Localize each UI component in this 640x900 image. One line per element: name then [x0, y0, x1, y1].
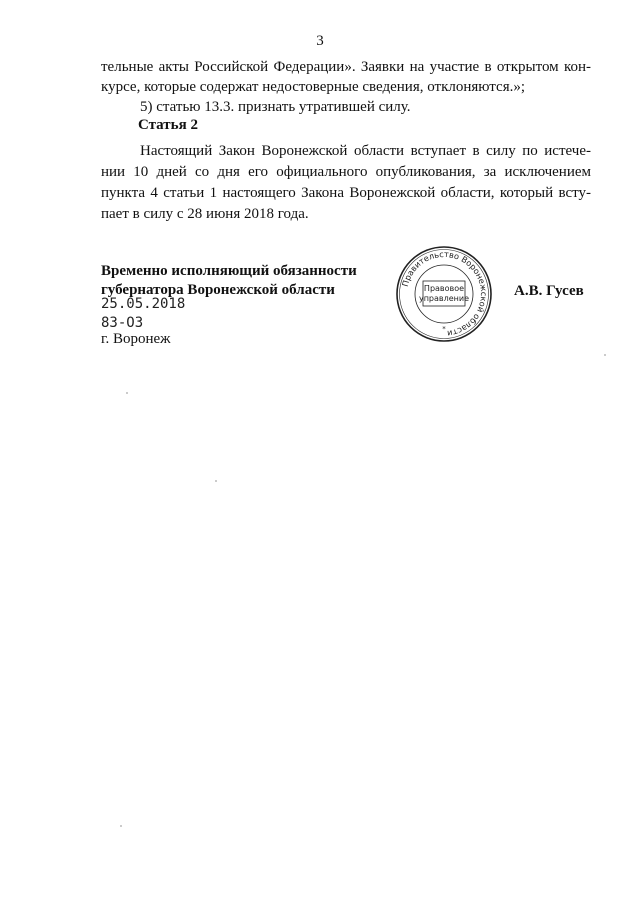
- stamp-ring-text: Правительство Воронежской области: [399, 248, 490, 339]
- document-number: 83-ОЗ: [101, 315, 144, 331]
- text-line: тельные акты Российской Федерации». Заявки на участие в открытом кон-: [101, 59, 591, 75]
- stamp-inner-line-1: Правовое: [423, 284, 465, 293]
- official-stamp-icon: [394, 244, 494, 344]
- document-date: 25.05.2018: [101, 296, 186, 312]
- stamp-star: *: [442, 325, 446, 333]
- scan-speck: [215, 480, 217, 482]
- article-line: пает в силу с 28 июня 2018 года.: [101, 206, 309, 222]
- text-line: 5) статью 13.3. признать утратившей силу.: [140, 99, 411, 115]
- scan-speck: [604, 354, 606, 356]
- article-line: пункта 4 статьи 1 настоящего Закона Воронежской области, который всту-: [101, 185, 591, 201]
- article-heading: Статья 2: [138, 117, 198, 133]
- signatory-name: А.В. Гусев: [514, 283, 584, 299]
- scan-speck: [120, 825, 122, 827]
- signatory-title-line-2: губернатора Воронежской области: [101, 282, 335, 298]
- document-city: г. Воронеж: [101, 331, 171, 347]
- stamp-inner-line-2: управление: [418, 294, 470, 303]
- scan-speck: [126, 392, 128, 394]
- text-line: курсе, которые содержат недостоверные сведения, отклоняются.»;: [101, 79, 526, 95]
- article-line: Настоящий Закон Воронежской области вступает в силу по истече-: [140, 143, 591, 159]
- signatory-title-line-1: Временно исполняющий обязанности: [101, 263, 357, 279]
- article-line: нии 10 дней со дня его официального опубликования, за исключением: [101, 164, 591, 180]
- page-number: 3: [316, 33, 324, 49]
